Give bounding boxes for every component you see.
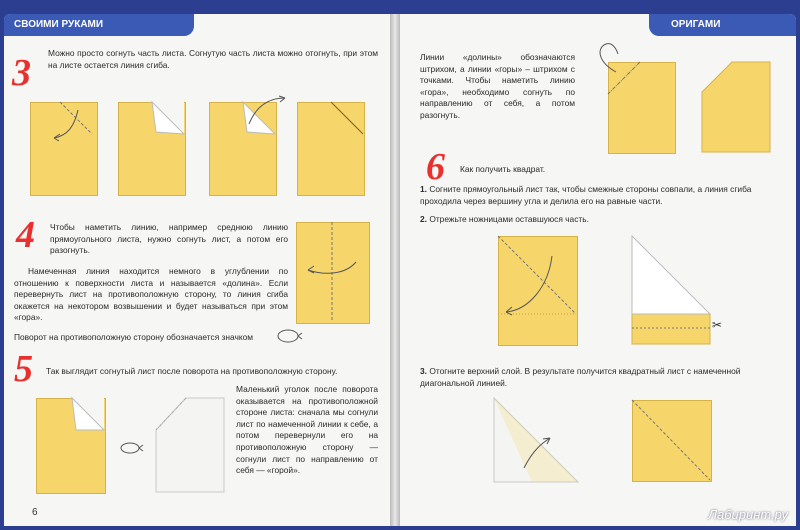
book-spine [390, 14, 400, 526]
step-4-text-2: Намеченная линия находится немного в углублении по отношению к поверхности листа и называется «долина». Если перевернуть лист на противоположную сторону, то линия сгиба окажется на некотором возвышении и будет называться при этом «гора». [14, 266, 288, 323]
step-6-item-1 [420, 184, 790, 207]
fold-lines-text: Линии «долины» обозначаются штрихом, а линии «горы» – штрихом с точками. Чтобы наметить линию «гора», необходимо согнуть по направлению от себя, а потом разогнуть. [420, 52, 575, 120]
step-6-item-3 [420, 366, 790, 389]
diagram-4-valley-line [296, 222, 368, 322]
section-title-right: ОРИГАМИ [649, 14, 796, 36]
diagram-5b-turned-sheet [156, 398, 226, 494]
scissors-icon: ✂ [712, 318, 723, 332]
diagram-3a-fold-line [30, 102, 96, 194]
diagram-6-3-triangle [494, 398, 584, 492]
diagram-6-1-diagonal [498, 236, 576, 344]
step-5-text-1: Так выглядит согнутый лист после поворота на противоположную сторону. [46, 366, 338, 376]
step-4-text-3: Поворот на противоположную сторону обозначается значком [14, 332, 254, 342]
step-4-number: 4 [16, 214, 35, 256]
diagram-3b-folded-corner [118, 102, 184, 194]
diagram-mountain-a-line [586, 40, 676, 152]
step-6-item-2 [420, 214, 790, 226]
diagram-3c-unfold-arrow [209, 94, 289, 194]
step-3-number: 3 [12, 52, 31, 94]
item-1-num: 1. [420, 184, 427, 194]
page-number-left: 6 [32, 507, 38, 518]
step-6-title: Как получить квадрат. [460, 164, 546, 174]
section-title-left: СВОИМИ РУКАМИ [4, 14, 194, 36]
item-2-text: Отрежьте ножницами оставшуюся часть. [429, 214, 589, 224]
diagram-6-3-square-diagonal [632, 400, 710, 480]
turn-over-symbol-icon [274, 326, 306, 346]
diagram-3d-crease [297, 102, 363, 194]
diagram-5a-folded-corner [36, 398, 104, 492]
step-3-text: Можно просто согнуть часть листа. Согнутую часть листа можно отогнуть, при этом на листе остается линия сгиба. [48, 48, 378, 70]
item-1-text: Согните прямоугольный лист так, чтобы смежные стороны совпали, а линия сгиба проходила через вершину угла и делила его на равные части. [420, 184, 752, 206]
left-page [4, 14, 391, 526]
item-2-num: 2. [420, 214, 427, 224]
watermark: Лабиринт.ру [708, 507, 788, 522]
step-6-number: 6 [426, 146, 445, 188]
item-3-text: Отогните верхний слой. В результате получится квадратный лист с намеченной диагональной линией. [420, 366, 741, 388]
item-3-num: 3. [420, 366, 427, 376]
step-4-text-1: Чтобы наметить линию, например среднюю линию прямоугольного листа, нужно согнуть лист, а потом его разогнуть. [50, 222, 288, 256]
diagram-mountain-b [702, 62, 770, 154]
step-5-number: 5 [14, 348, 33, 390]
right-page [400, 14, 796, 526]
turn-over-arrow-icon [118, 440, 148, 456]
step-5-text-2: Маленький уголок после поворота оказывается на противоположной стороне листа: сначала мы согнули лист по намеченной линии к себе, а потом перевернули его на противоположную сторону — согнули лист по направлению от себя — «горой». [236, 384, 378, 476]
